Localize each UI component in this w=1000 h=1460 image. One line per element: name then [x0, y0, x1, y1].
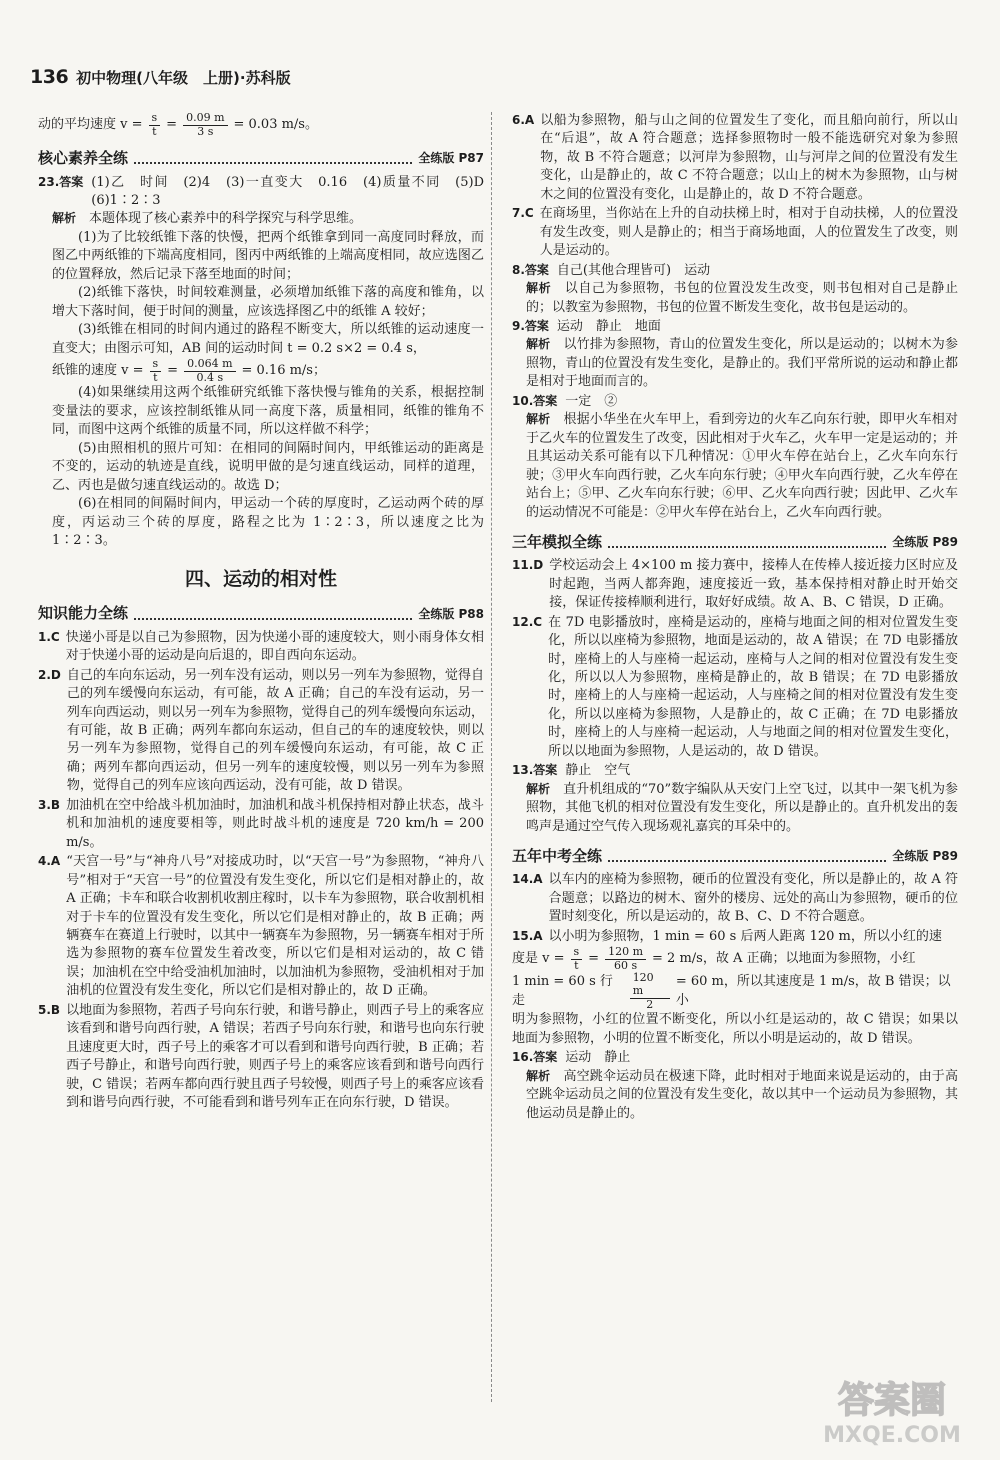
analysis [512, 781, 958, 836]
fraction: $\frac{s}{t}$ [149, 112, 161, 138]
question-number: 2.D [38, 667, 61, 682]
question-14 [512, 871, 958, 926]
question-text: 以小明为参照物，1 min = 60 s 后两人距离 120 m，所以小红的速 [548, 928, 942, 944]
question-number: 13.答案 [512, 763, 558, 778]
answer-text: 运动 静止 [565, 1050, 631, 1066]
section-page-ref: 全练版 P89 [892, 849, 958, 864]
equals-sign: = [167, 363, 179, 379]
analysis-paragraph: (5)由照相机的照片可知：在相同的间隔时间内，甲纸锥运动的距离是不变的，运动的轨迹是直线，说明甲做的是匀速直线运动，同样的道理，乙、丙也是做匀速直线运动的。故选 D； [52, 440, 484, 493]
question-text: “天宫一号”与“神舟八号”对接成功时，以“天宫一号”为参照物，“神舟八号”相对于“天宫一号”的位置没有发生变化，所以它们是相对静止的，故 A 正确；卡车和联合收割机收割庄稼时，以卡车为参照物，联合收割机相对于卡车的位置没有发生变化，所以它们是相对静止的，故 B 正确；两辆赛车在赛道上行驶时，以其中一辆赛车为参照物，另一辆赛车相对于所选为参照物的赛车位置发生着改变，所以它们是相对运动的，故 C 错误；加油机在空中给受油机加油时，以加油机为参照物，受油机相对于加油机的位置没有发生变化，所以它们是相对静止的，故 D 正确。 [66, 854, 484, 999]
section-page-ref: 全练版 P88 [418, 606, 484, 621]
question-number: 1.C [38, 629, 60, 644]
formula-text: = 2 m/s，故 A 正确；以地面为参照物，小红 [652, 951, 916, 967]
dotted-leader [134, 153, 412, 164]
section-page-ref: 全练版 P89 [892, 535, 958, 550]
answer-text: 一定 ② [565, 393, 618, 409]
question-8 [512, 262, 958, 317]
analysis-label: 解析 [526, 337, 551, 352]
section-header-core [38, 148, 484, 169]
question-number: 10.答案 [512, 393, 558, 408]
dotted-leader [134, 609, 412, 620]
fraction: $\frac{0.064 m}{0.4 s}$ [184, 358, 235, 384]
question-text: 快递小哥是以自己为参照物，因为快递小哥的速度较大，则小雨身体女相对于快递小哥的运动是向后退的，即自西向东运动。 [65, 629, 484, 664]
analysis-label: 解析 [526, 281, 552, 296]
analysis-intro: 本题体现了核心素养中的科学探究与科学思维。 [89, 211, 363, 227]
question-3 [38, 797, 484, 852]
analysis-text: 直升机组成的“70”数字编队从天安门上空飞过，以其中一架飞机为参照物，其他飞机的相对位置没有发生变化，所以是静止的。直升机发出的轰鸣声是通过空气传入现场观礼嘉宾的耳朵中的。 [526, 781, 958, 834]
red-speed-formula [512, 946, 958, 972]
analysis-text: 以竹排为参照物，青山的位置发生变化，所以是运动的；以树木为参照物，青山的位置没有发生变化，是静止的。我们平常所说的运动和静止都是相对于地面而言的。 [526, 337, 958, 390]
book-title: 初中物理(八年级 上册)·苏科版 [76, 69, 291, 87]
question-text: 以地面为参照物，若西子号向东行驶，和谐号静止，则西子号上的乘客应该看到和谐号向西行驶，A 错误；若西子号向东行驶，和谐号也向东行驶且速度更大时，西子号上的乘客才可以看到和谐号向西行驶，B 正确；若西子号静止，和谐号向西行驶，则西子号上的乘客应该看到和谐号向西行驶，C 错误；若两车都向西行驶且西子号较慢，则西子号上的乘客应该看到和谐号向西行驶，不可能看到和谐号列车正在向东行驶，D 错误。 [66, 1002, 484, 1111]
question-9 [512, 318, 958, 392]
question-10 [512, 393, 958, 522]
question-12 [512, 614, 958, 762]
question-11 [512, 557, 958, 612]
cone-speed-formula [38, 358, 484, 384]
analysis-paragraph: (2)纸锥下落快，时间较难测量，必须增加纸锥下落的高度和锥角，以增大下落时间，便于时间的测量，应该选择图乙中的纸锥 A 较好； [52, 285, 484, 319]
formula-text: 动的平均速度 v = [38, 116, 143, 132]
fraction: $\frac{120 m}{2}$ [630, 972, 670, 1011]
question-text: 以车内的座椅为参照物，硬币的位置没有变化，所以是静止的，故 A 符合题意；以路边的树木、窗外的楼房、远处的高山为参照物，硬币的位置时刻变化，所以是运动的，故 B、C、D 不符合题意。 [548, 872, 958, 925]
section-page-ref: 全练版 P87 [418, 151, 484, 166]
question-text: 明为参照物，小红的位置不断变化，所以小红是运动的，故 C 错误；如果以地面为参照物，小明的位置不断变化，所以小明是运动的，故 D 错误。 [512, 1012, 958, 1046]
fraction: $\frac{120 m}{60 s}$ [605, 946, 646, 972]
fraction: $\frac{0.09 m}{3 s}$ [183, 112, 227, 138]
section-title: 知识能力全练 [38, 604, 129, 623]
analysis [512, 1068, 958, 1123]
question-4 [38, 853, 484, 1001]
question-number: 7.C [512, 206, 534, 221]
formula-text: 纸锥的速度 v = [52, 363, 144, 379]
answer-text: 静止 空气 [565, 763, 631, 779]
equals-sign: = [166, 116, 178, 132]
section-header-knowledge [38, 603, 484, 624]
page-number: 136 [30, 66, 69, 88]
section-title: 三年模拟全练 [512, 532, 603, 551]
question-2 [38, 667, 484, 796]
question-number: 16.答案 [512, 1050, 558, 1065]
analysis-paragraph: (4)如果继续用这两个纸锥研究纸锥下落快慢与锥角的关系，根据控制变量法的要求，应该控制纸锥从同一高度下落，质量相同，纸锥的锥角不同，而图中这两个纸锥的质量不同，所以这样做不科学； [52, 385, 484, 438]
watermark-text: 答案圈 [837, 1380, 947, 1421]
question-text: 以船为参照物，船与山之间的位置发生了变化，而且船向前行，所以山在“后退”，故 A 符合题意；选择参照物时一般不能选研究对象为参照物，故 B 不符合题意；以河岸为参照物，山与河岸之间的位置没有发生变化，山是静止的，故 C 不符合题意；以山上的树木为参照物，山与树木之间的位置没有变化，山是静止的，故 D 不符合题意。 [540, 113, 958, 202]
chapter-title: 四、运动的相对性 [184, 568, 337, 591]
analysis-label: 解析 [526, 412, 551, 427]
question-13 [512, 762, 958, 836]
question-text: 自己的车向东运动，另一列车没有运动，则以另一列车为参照物，觉得自己的列车缓慢向东运动，有可能，故 A 正确；自己的车没有运动，另一列车向西运动，则以另一列车为参照物，觉得自己的列车缓慢向东运动，有可能，故 B 正确；两列车都向东运动，但自己的车的速度较快，则以另一列车为参照物，觉得自己的列车缓慢向东运动，有可能，故 C 正确；两列车都向西运动，但另一列车的速度较慢，则以另一列车为参照物，觉得自己的列车应该向西运动，没有可能，故 D 错误。 [66, 667, 484, 794]
page-header [30, 64, 291, 92]
watermark-logo [812, 1370, 972, 1450]
dotted-leader [608, 537, 886, 548]
answer-text: 自己(其他合理皆可) 运动 [556, 262, 711, 278]
question-23 [38, 174, 498, 551]
analysis [38, 210, 484, 228]
formula-text: = 0.16 m/s； [241, 363, 326, 379]
question-number: 12.C [512, 614, 543, 629]
left-column [38, 111, 498, 1114]
formula-text: = 60 m，所以其速度是 1 m/s，故 B 错误；以小 [675, 974, 951, 1008]
analysis-label: 解析 [52, 211, 77, 226]
formula-text: 1 min = 60 s 行走 [512, 974, 613, 1008]
question-16 [512, 1049, 958, 1123]
analysis-text: 以自己为参照物，书包的位置没发生改变，则书包相对自己是静止的；以教室为参照物，书包的位置不断发生变化，故书包是运动的。 [526, 281, 958, 315]
question-number: 3.B [38, 797, 61, 812]
question-15 [512, 928, 958, 1049]
section-title: 五年中考全练 [512, 847, 603, 866]
question-7 [512, 205, 958, 260]
analysis-label: 解析 [526, 781, 551, 796]
question-5 [38, 1002, 484, 1113]
question-number: 14.A [512, 872, 543, 887]
formula-text: = 0.03 m/s。 [233, 116, 318, 132]
right-column [512, 112, 958, 1124]
question-number: 15.A [512, 928, 543, 943]
question-1 [38, 629, 484, 666]
dotted-leader [608, 851, 886, 862]
question-number: 4.A [38, 854, 61, 869]
analysis [512, 280, 958, 317]
question-number: 5.B [38, 1002, 61, 1017]
question-text: 学校运动会上 4×100 m 接力赛中，接棒人在传棒人接近接力区时应及时起跑，当两人都奔跑，速度接近一致，基本保持相对静止时开始交接，保证传接棒顺利进行，取好好成绩。故 A、B、C 错误，D 正确。 [549, 558, 958, 611]
section-header-five-year [512, 846, 958, 867]
answer-text: 运动 静止 地面 [556, 318, 661, 334]
question-number: 6.A [512, 113, 535, 127]
question-number: 11.D [512, 558, 544, 573]
analysis-text: 高空跳伞运动员在极速下降，此时相对于地面来说是运动的，由于高空跳伞运动员之间的位置没有发生变化，故以其中一个运动员为参照物，其他运动员是静止的。 [526, 1068, 958, 1121]
formula-text: 度是 v = [512, 951, 565, 967]
question-text: 加油机在空中给战斗机加油时，加油机和战斗机保持相对静止状态，战斗机和加油机的速度要相等，则此时战斗机的速度是 720 km/h = 200 m/s。 [66, 797, 484, 850]
question-text: 在 7D 电影播放时，座椅是运动的，座椅与地面之间的相对位置发生变化，所以以座椅为参照物，地面是运动的，故 A 错误；在 7D 电影播放时，座椅上的人与座椅一起运动，座椅与人之间的相对位置没有发生变化，所以以人为参照物，座椅是静止的，故 B 错误；在 7D 电影播放时，座椅上的人与座椅一起运动，人与座椅之间的相对位置没有发生变化，所以以座椅为参照物，人是静止的，故 C 正确；在 7D 电影播放时，座椅上的人与座椅一起运动，人与地面之间的相对位置发生变化，所以以地面为参照物，人是运动的，故 D 错误。 [548, 614, 958, 759]
section-header-three-year [512, 532, 958, 553]
analysis-paragraph: (6)在相同的间隔时间内，甲运动一个砖的厚度时，乙运动两个砖的厚度，丙运动三个砖的厚度，路程之比为 1∶2∶3，所以速度之比为 1∶2∶3。 [52, 496, 484, 549]
analysis-text: 根据小华坐在火车甲上，看到旁边的火车乙向东行驶，即甲火车相对于乙火车的位置发生了改变，因此相对于火车乙，火车甲一定是运动的；并且其运动关系可能有以下几种情况：①甲火车停在站台上，乙火车向东行驶；③甲火车向西行驶，乙火车向东行驶；④甲火车向西行驶，乙火车停在站台上；⑤甲、乙火车向东行驶；⑥甲、乙火车向西行驶；因此甲、乙火车的运动情况不可能是：②甲火车停在站台上，乙火车向西行驶。 [526, 412, 958, 520]
distance-formula [512, 972, 958, 1011]
question-text: 在商场里，当你站在上升的自动扶梯上时，相对于自动扶梯，人的位置没有发生改变，则人是静止的；相当于商场地面，人的位置发生了改变，则人是运动的。 [539, 206, 958, 259]
watermark-url: MXQE.COM [823, 1423, 961, 1448]
question-number: 8.答案 [512, 262, 549, 277]
section-title: 核心素养全练 [38, 149, 129, 168]
question-number: 23.答案 [38, 174, 84, 189]
analysis [512, 411, 958, 522]
fraction: $\frac{s}{t}$ [571, 946, 583, 972]
analysis [512, 336, 958, 391]
question-6 [512, 112, 958, 204]
equals-sign: = [588, 951, 600, 967]
average-speed-formula [38, 112, 484, 138]
analysis-paragraph: (1)为了比较纸锥下落的快慢，把两个纸锥拿到同一高度同时释放，而图乙中两纸锥的下端高度相同，图丙中两纸锥的上端高度相同，故应选图乙的位置释放，然后记录下落至地面的时间； [52, 229, 484, 282]
question-number: 9.答案 [512, 318, 549, 333]
column-divider [491, 112, 492, 1402]
answer-text: (1)乙 时间 (2)4 (3)一直变大 0.16 (4)质量不同 (5)D (6)1∶2∶3 [91, 174, 498, 209]
analysis-paragraph: (3)纸锥在相同的时间内通过的路程不断变大，所以纸锥的运动速度一直变大；由图示可知，AB 间的运动时间 t = 0.2 s×2 = 0.4 s， [52, 322, 484, 356]
analysis-label: 解析 [526, 1068, 551, 1083]
fraction: $\frac{s}{t}$ [150, 358, 162, 384]
